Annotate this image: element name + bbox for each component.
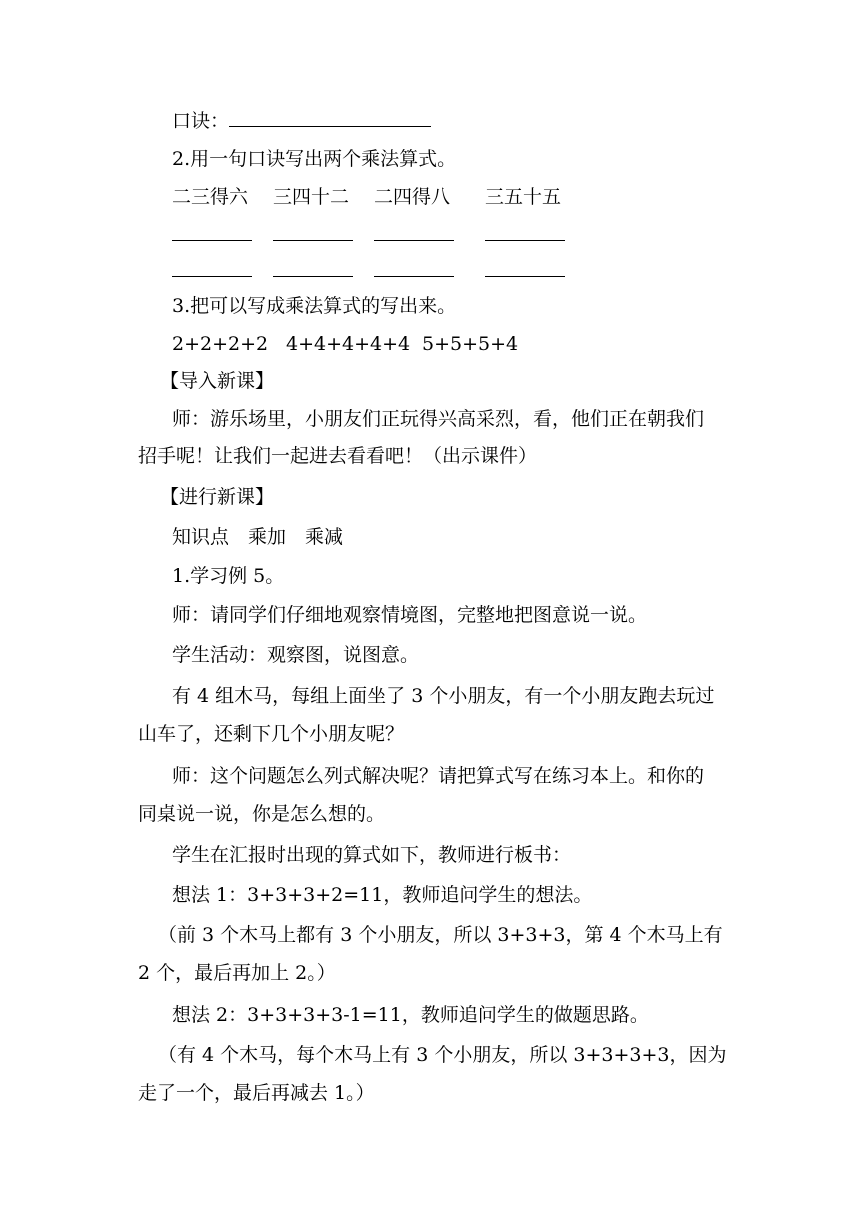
q3-item-1: 2+2+2+2 <box>172 333 269 355</box>
q2-item-2: 三四十二 <box>273 186 350 208</box>
story-line-2: 山车了，还剩下几个小朋友呢？ <box>138 723 405 745</box>
answer-blank-3b[interactable] <box>374 276 454 277</box>
koujue-label: 口诀： <box>172 110 230 132</box>
q3-item-2: 4+4+4+4+4 <box>286 333 411 355</box>
new-lesson-heading: 【进行新课】 <box>160 486 275 508</box>
intro-heading: 【导入新课】 <box>160 370 275 392</box>
method-2-explanation-b: 走了一个，最后再减去 1。） <box>138 1082 375 1104</box>
answer-blank-4b[interactable] <box>485 276 565 277</box>
teacher-line-2a: 师：这个问题怎么列式解决呢？请把算式写在练习本上。和你的 <box>172 765 705 787</box>
answer-blank-1b[interactable] <box>172 276 252 277</box>
koujue-line <box>172 108 431 133</box>
q3-item-3: 5+5+5+4 <box>422 333 519 355</box>
method-1-explanation-a: （前 3 个木马上都有 3 个小朋友，所以 3+3+3，第 4 个木马上有 <box>158 924 723 946</box>
answer-blank-2a[interactable] <box>273 240 353 241</box>
question-3: 3.把可以写成乘法算式的写出来。 <box>172 295 457 317</box>
q2-item-3: 二四得八 <box>374 186 451 208</box>
question-2: 2.用一句口诀写出两个乘法算式。 <box>172 148 457 170</box>
answer-blank-4a[interactable] <box>485 240 565 241</box>
report-line: 学生在汇报时出现的算式如下，教师进行板书： <box>172 844 572 866</box>
intro-paragraph-line-2: 招手呢！让我们一起进去看看吧！（出示课件） <box>138 445 538 467</box>
teacher-line-1: 师：请同学们仔细地观察情境图，完整地把图意说一说。 <box>172 604 648 626</box>
teacher-line-2b: 同桌说一说，你是怎么想的。 <box>138 803 386 825</box>
method-2-explanation-a: （有 4 个木马，每个木马上有 3 个小朋友，所以 3+3+3+3，因为 <box>158 1044 727 1066</box>
story-line-1: 有 4 组木马，每组上面坐了 3 个小朋友，有一个小朋友跑去玩过 <box>172 685 715 707</box>
intro-paragraph-line-1: 师：游乐场里，小朋友们正玩得兴高采烈，看，他们正在朝我们 <box>172 408 705 430</box>
q2-item-1: 二三得六 <box>172 186 249 208</box>
answer-blank-2b[interactable] <box>273 276 353 277</box>
q2-item-4: 三五十五 <box>485 186 562 208</box>
koujue-answer-blank[interactable] <box>229 108 431 127</box>
method-1-explanation-b: 2 个，最后再加上 2。） <box>138 962 336 984</box>
method-2: 想法 2：3+3+3+3-1=11，教师追问学生的做题思路。 <box>172 1004 649 1026</box>
knowledge-point: 知识点 乘加 乘减 <box>172 526 344 548</box>
study-example: 1.学习例 5。 <box>172 565 285 587</box>
method-1: 想法 1：3+3+3+2=11，教师追问学生的想法。 <box>172 884 593 906</box>
student-activity: 学生活动：观察图，说图意。 <box>172 644 420 666</box>
answer-blank-1a[interactable] <box>172 240 252 241</box>
answer-blank-3a[interactable] <box>374 240 454 241</box>
